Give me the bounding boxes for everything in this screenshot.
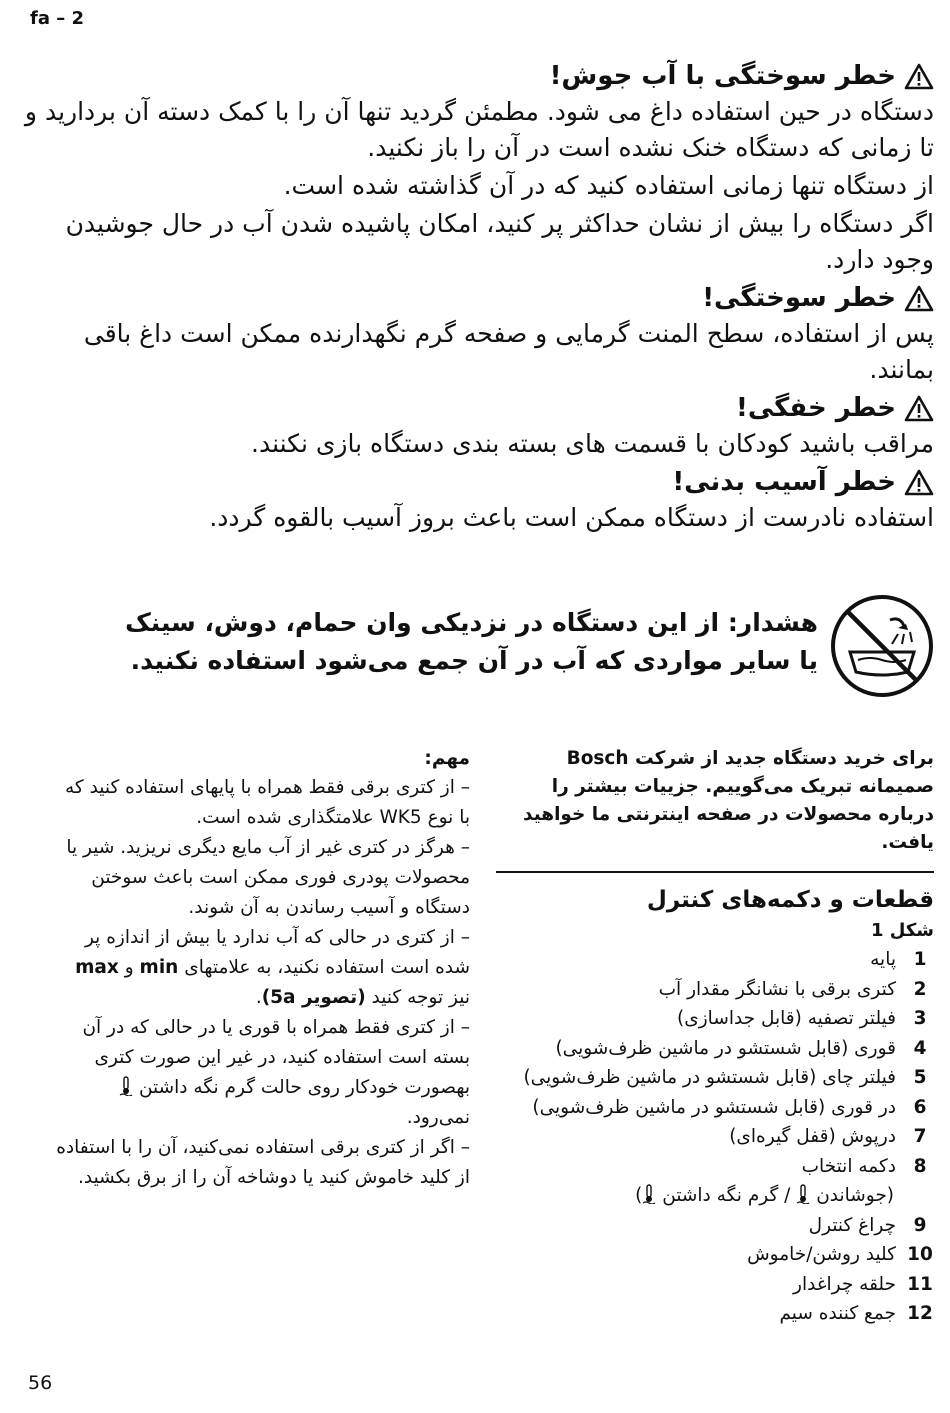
parts-section-title: قطعات و دکمه‌های کنترل (646, 887, 934, 913)
item-label: پایه (870, 949, 896, 970)
intro-text: برای خرید دستگاه جدید از شرکت Bosch صمیمانه تبریک می‌گوییم. جزییات بیشتر را درباره محصولات در صفحه اینترنتی ما خواهید یافت. (523, 748, 934, 853)
no-bathtub-icon (828, 592, 936, 700)
right-column (496, 745, 934, 1329)
list-item (496, 1063, 934, 1093)
important-note: – هرگز در کتری غیر از آب مایع دیگری نریزید. شیر یا محصولات پودری فوری ممکن است باعث سوختن دستگاه و آسیب رساندن به آن شوند. (66, 837, 470, 918)
item-label: دکمه انتخاب (801, 1155, 896, 1177)
bathtub-warning (100, 592, 936, 712)
left-column (50, 745, 470, 1193)
item-label: درپوش (قفل گیره‌ای) (729, 1126, 896, 1147)
divider (496, 871, 934, 873)
important-title: مهم: (424, 748, 470, 769)
item-number: 11 (907, 1273, 933, 1295)
item-number: 7 (913, 1126, 927, 1147)
thermometer-icon (796, 1184, 810, 1204)
list-item (496, 1211, 934, 1241)
bathtub-warning-text (98, 604, 818, 680)
max-mark: max (75, 957, 119, 978)
warning-text: پس از استفاده، سطح المنت گرمایی و صفحه گرم نگهدارنده ممکن است داغ باقی بمانند. (83, 319, 934, 384)
thermometer-icon (119, 1076, 133, 1096)
list-item (496, 1093, 934, 1123)
item-label (635, 1181, 894, 1211)
item-number: 10 (907, 1244, 933, 1265)
warning-text: از دستگاه تنها زمانی استفاده کنید که در آن گذاشته شده است. (283, 171, 934, 200)
note-text: و (124, 957, 134, 978)
note-text: – از کتری فقط همراه با قوری یا در حالی که در آن بسته است استفاده کنید، در غیر این صورت کتری بهصورت خودکار روی حالت گرم نگه داشتن (82, 1017, 470, 1098)
important-note: – از کتری برقی فقط همراه با پایهای استفاده کنید که با نوع WK5 علامتگذاری شده است. (64, 777, 470, 828)
item-number: 1 (913, 949, 927, 970)
figure-label: شکل 1 (870, 920, 934, 941)
item-number: 9 (913, 1214, 927, 1236)
list-item (496, 1152, 934, 1182)
warning-heading (14, 390, 934, 426)
list-item (496, 1004, 934, 1034)
item-number: 3 (913, 1008, 927, 1029)
min-mark: min (139, 957, 179, 978)
figure-reference: (تصویر 5a) (261, 987, 366, 1008)
warning-text: مراقب باشید کودکان با قسمت های بسته بندی دستگاه بازی نکنند. (251, 429, 934, 458)
important-note: – اگر از کتری برقی استفاده نمی‌کنید، آن را با استفاده از کلید خاموش کنید یا دوشاخه آن را از برق بکشید. (56, 1137, 470, 1188)
warning-title: خطر سوختگی با آب جوش! (549, 61, 896, 91)
warning-title: خطر سوختگی! (702, 283, 896, 313)
warning-text: دستگاه در حین استفاده داغ می شود. مطمئن گردید تنها آن را با کمک دسته آن بردارید و تا زمانی که دستگاه خنک نشده است در آن را باز نکنید. (24, 97, 934, 162)
closing-paren: ) (635, 1185, 643, 1206)
important-note (50, 923, 470, 1013)
keep-warm-label: / گرم نگه داشتن (662, 1185, 791, 1206)
item-label: چراغ کنترل (808, 1214, 896, 1236)
item-label: کلید روشن/خاموش (747, 1244, 896, 1265)
important-note (50, 1013, 470, 1133)
list-item (496, 1270, 934, 1300)
list-item (496, 945, 934, 975)
warning-triangle-icon (904, 63, 934, 90)
parts-list (496, 945, 934, 1329)
bathtub-warning-label: هشدار: (727, 608, 818, 637)
warning-heading (14, 464, 934, 500)
item-label: جمع کننده سیم (779, 1303, 896, 1324)
item-number: 5 (913, 1067, 927, 1088)
item-number: 4 (913, 1037, 927, 1059)
item-number: 2 (913, 978, 927, 1000)
list-item (496, 1181, 934, 1211)
warning-title: خطر آسیب بدنی! (672, 467, 896, 497)
document-code: fa – 2 (30, 8, 85, 29)
thermometer-icon (642, 1184, 656, 1204)
page-number: 56 (28, 1372, 53, 1394)
boil-label: (جوشاندن (816, 1185, 894, 1206)
item-label: کتری برقی با نشانگر مقدار آب (658, 978, 896, 1000)
note-text: نیز توجه کنید (371, 987, 470, 1008)
warning-heading (14, 58, 934, 94)
warning-heading (14, 280, 934, 316)
warning-title: خطر خفگی! (735, 393, 896, 423)
item-label: در قوری (قابل شستشو در ماشین ظرف‌شویی) (532, 1096, 896, 1118)
list-item (496, 1122, 934, 1152)
item-number: 6 (913, 1096, 927, 1118)
list-item (496, 1299, 934, 1329)
warning-triangle-icon (904, 285, 934, 312)
item-number: 8 (913, 1155, 927, 1177)
list-item (496, 1240, 934, 1270)
item-label: فیلتر تصفیه (قابل جداسازی) (677, 1008, 896, 1029)
warning-triangle-icon (904, 395, 934, 422)
item-label: حلقه چراغدار (793, 1273, 896, 1295)
note-text: . (255, 987, 262, 1008)
warning-text: اگر دستگاه را بیش از نشان حداکثر پر کنید، امکان پاشیده شدن آب در حال جوشیدن وجود دارد. (65, 209, 934, 274)
note-text: – از کتری در حالی که آب ندارد یا بیش از اندازه پر شده است استفاده نکنید، به علامتهای (84, 927, 470, 978)
item-number: 12 (907, 1303, 933, 1324)
safety-warnings (14, 58, 934, 538)
bathtub-warning-body: از این دستگاه در نزدیکی وان حمام، دوش، سینک یا سایر مواردی که آب در آن جمع می‌شود استفاده نکنید. (125, 608, 818, 675)
list-item (496, 975, 934, 1005)
item-label: فیلتر چای (قابل شستشو در ماشین ظرف‌شویی) (523, 1067, 896, 1088)
note-text: نمی‌رود. (406, 1107, 470, 1128)
warning-triangle-icon (904, 469, 934, 496)
item-label: قوری (قابل شستشو در ماشین ظرف‌شویی) (555, 1037, 896, 1059)
list-item (496, 1034, 934, 1064)
warning-text: استفاده نادرست از دستگاه ممکن است باعث بروز آسیب بالقوه گردد. (209, 503, 934, 532)
